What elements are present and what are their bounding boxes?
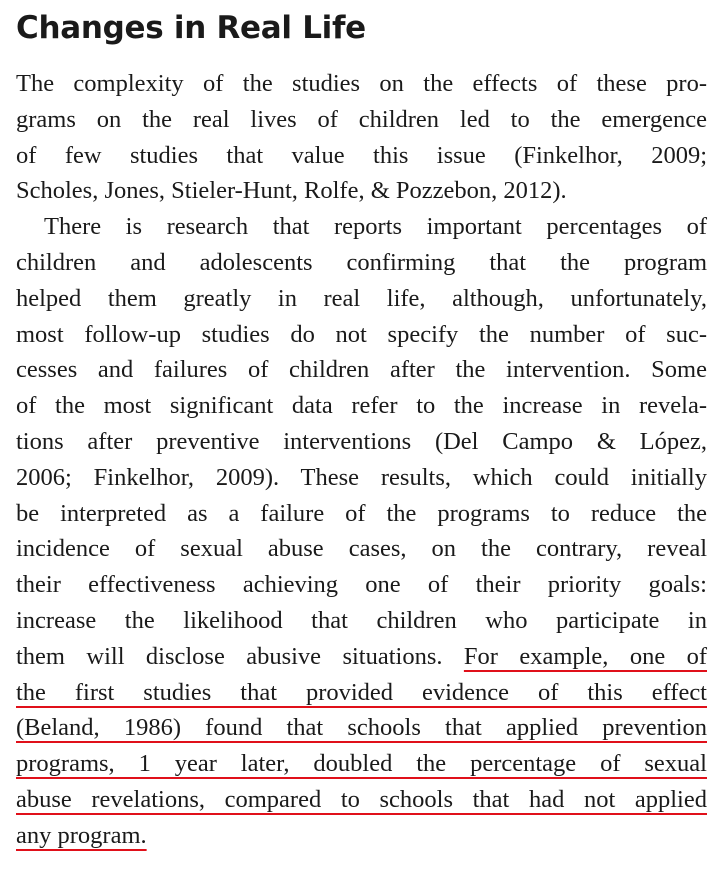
paragraph-2-first-line: [16, 209, 707, 245]
plain-text: them will disclose abusive situations.: [16, 642, 464, 670]
paragraph-2-line: 2006; Finkelhor, 2009). These results, which could initially: [16, 463, 707, 491]
paragraph-1-line: grams on the real lives of children led to the emergence: [16, 105, 707, 133]
highlighted-text: (Beland, 1986) found that schools that applied prevention: [16, 714, 707, 742]
paragraph-2-line: cesses and failures of children after the intervention. Some: [16, 356, 707, 384]
paragraph-2-line: most follow-up studies do not specify the number of suc-: [16, 320, 707, 348]
highlighted-text: For example, one of: [463, 642, 707, 670]
section-heading: Changes in Real Life: [16, 10, 366, 46]
paragraph-2-line: their effectiveness achieving one of their priority goals:: [16, 571, 707, 599]
paragraph-2-line: of the most significant data refer to the increase in revela-: [16, 392, 707, 420]
highlighted-line: [16, 675, 707, 711]
highlighted-text: any program.: [16, 821, 147, 849]
highlighted-line: [16, 746, 707, 782]
highlighted-line: [16, 818, 707, 854]
paragraph-1-line: of few studies that value this issue (Finkelhor, 2009;: [16, 141, 707, 169]
highlighted-line: [16, 782, 707, 818]
body-text: [16, 66, 707, 854]
paragraph-2-line: children and adolescents confirming that the program: [16, 248, 707, 276]
paragraph-2-line: increase the likelihood that children who participate in: [16, 606, 707, 634]
highlighted-text: programs, 1 year later, doubled the percentage of sexual: [16, 750, 707, 778]
paragraph-2-line: be interpreted as a failure of the programs to reduce the: [16, 499, 707, 527]
highlighted-text: the first studies that provided evidence of this effect: [16, 678, 707, 706]
paragraph-2-line: tions after preventive interventions (Del Campo & López,: [16, 427, 707, 455]
paragraph-2-line: incidence of sexual abuse cases, on the contrary, reveal: [16, 535, 707, 563]
paragraph-1-line: Scholes, Jones, Stieler-Hunt, Rolfe, & Pozzebon, 2012).: [16, 177, 567, 205]
highlighted-line: [16, 710, 707, 746]
paragraph-2-line: helped them greatly in real life, although, unfortunately,: [16, 284, 707, 312]
paragraph-1-line: The complexity of the studies on the effects of these pro-: [16, 70, 707, 97]
highlighted-text: abuse revelations, compared to schools that had not applied: [16, 785, 707, 813]
paragraph-2-line-with-highlight: [16, 639, 707, 675]
paragraph-2-line-text: There is research that reports important percentages of: [44, 213, 707, 241]
